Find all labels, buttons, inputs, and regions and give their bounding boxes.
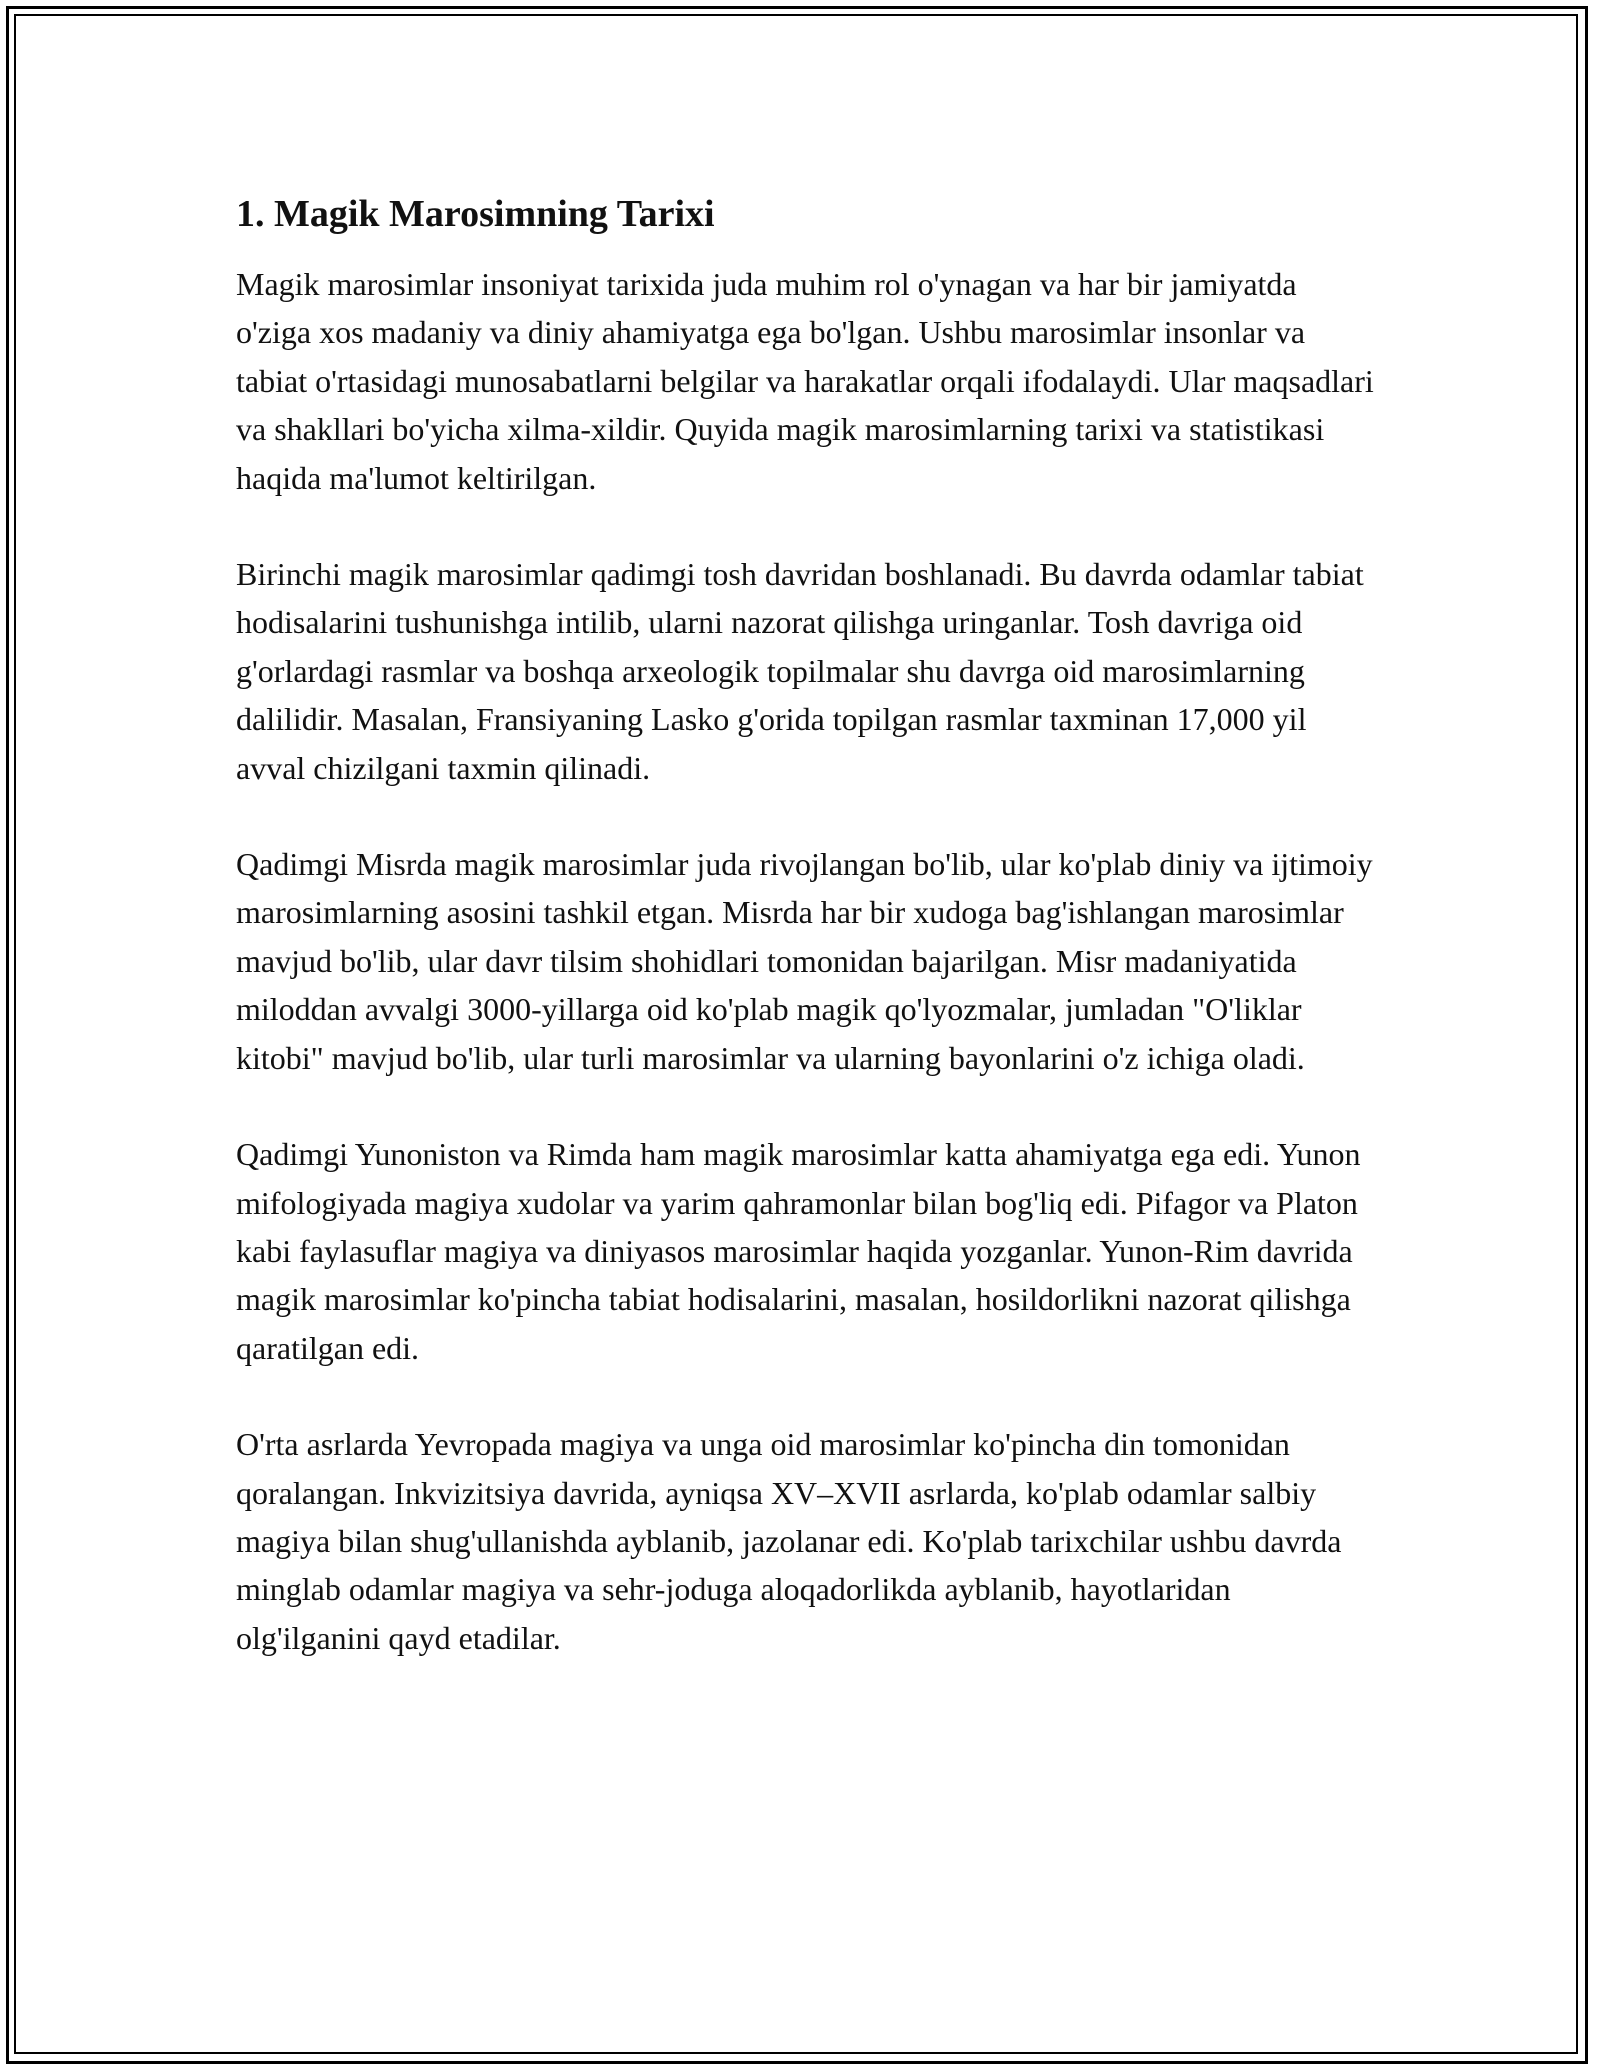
section-heading: 1. Magik Marosimning Tarixi xyxy=(236,193,715,235)
paragraph-middle-ages: O'rta asrlarda Yevropada magiya va unga oid marosimlar ko'pincha din tomonidan qoralangan. Inkvizitsiya davrida, ayniqsa XV–XVII asrlarda, ko'plab odamlar salbiy magiya bilan shug'ullanishda ayblanib, jazolanar edi. Ko'plab tarixchilar ushbu davrda minglab odamlar magiya va sehr-joduga aloqadorlikda ayblanib, hayotlaridan olg'ilganini qayd etadilar. xyxy=(236,1426,1342,1656)
paragraph-stone-age: Birinchi magik marosimlar qadimgi tosh davridan boshlanadi. Bu davrda odamlar tabiat hodisalarini tushunishga intilib, ularni nazorat qilishga uringanlar. Tosh davriga oid g'orlardagi rasmlar va boshqa arxeologik topilmalar shu davrga oid marosimlarning dalilidir. Masalan, Fransiyaning Lasko g'orida topilgan rasmlar taxminan 17,000 yil avval chizilgani taxmin qilinadi. xyxy=(236,556,1364,786)
paragraph-greece-rome: Qadimgi Yunoniston va Rimda ham magik marosimlar katta ahamiyatga ega edi. Yunon mifologiyada magiya xudolar va yarim qahramonlar bilan bog'liq edi. Pifagor va Platon kabi faylasuflar magiya va diniyasos marosimlar haqida yozganlar. Yunon-Rim davrida magik marosimlar ko'pincha tabiat hodisalarini, masalan, hosildorlikni nazorat qilishga qaratilgan edi. xyxy=(236,1136,1361,1366)
paragraph-intro: Magik marosimlar insoniyat tarixida juda muhim rol o'ynagan va har bir jamiyatda o'ziga xos madaniy va diniy ahamiyatga ega bo'lgan. Ushbu marosimlar insonlar va tabiat o'rtasidagi munosabatlarni belgilar va harakatlar orqali ifodalaydi. Ular maqsadlari va shakllari bo'yicha xilma-xildir. Quyida magik marosimlarning tarixi va statistikasi haqida ma'lumot keltirilgan. xyxy=(236,266,1374,496)
paragraph-egypt: Qadimgi Misrda magik marosimlar juda rivojlangan bo'lib, ular ko'plab diniy va ijtimoiy marosimlarning asosini tashkil etgan. Misrda har bir xudoga bag'ishlangan marosimlar mavjud bo'lib, ular davr tilsim shohidlari tomonidan bajarilgan. Misr madaniyatida miloddan avvalgi 3000-yillarga oid ko'plab magik qo'lyozmalar, jumladan "O'liklar kitobi" mavjud bo'lib, ular turli marosimlar va ularning bayonlarini o'z ichiga oladi. xyxy=(236,846,1373,1076)
document-body xyxy=(236,188,1376,1710)
